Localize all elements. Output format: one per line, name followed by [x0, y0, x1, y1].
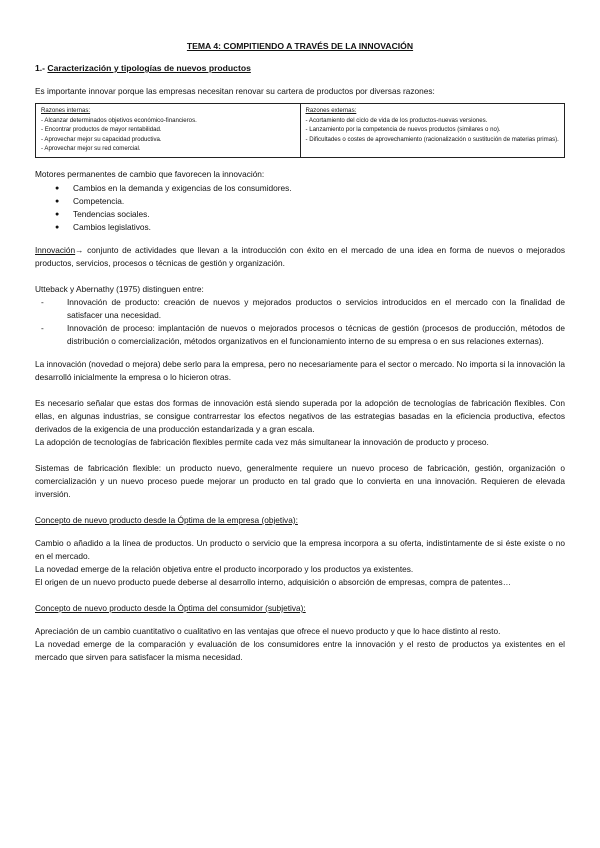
document-page — [35, 40, 565, 664]
company-concept-line: Cambio o añadido a la línea de productos. Un producto o servicio que la empresa incorpora a su oferta, indistintamente de si éste existe o no en el mercado. — [35, 537, 565, 561]
innovation-definition — [35, 244, 565, 270]
list-item: ● Competencia. — [73, 195, 565, 208]
internal-reason-item: - Alcanzar determinados objetivos económico-financieros. — [41, 116, 197, 124]
utterback-intro: Utteback y Abernathy (1975) distinguen entre: — [35, 283, 204, 294]
innovation-definition-text: conjunto de actividades que llevan a la introducción con éxito en el mercado de una idea en forma de nuevos o mejorados productos, servicios, procesos o técnicas de gestión y organización. — [35, 244, 565, 268]
consumer-concept-heading: Concepto de nuevo producto desde la Óptima del consumidor (subjetiva): — [35, 602, 306, 613]
internal-reason-item: - Aprovechar mejor su capacidad productiva. — [41, 135, 162, 143]
innovation-term: Innovación — [35, 244, 76, 255]
innovation-types-list — [35, 296, 565, 348]
section-number: 1.- — [35, 63, 46, 73]
external-reason-item: - Dificultades o costes de aprovechamiento (racionalización o sustitución de materias primas). — [305, 135, 559, 143]
list-item: ● Cambios legislativos. — [73, 221, 565, 234]
list-item: ● Tendencias sociales. — [73, 208, 565, 221]
motors-intro: Motores permanentes de cambio que favorecen la innovación: — [35, 168, 265, 179]
motors-list — [35, 182, 565, 234]
company-concept-line: La novedad emerge de la relación objetiva entre el producto incorporado y los productos ya existentes. — [35, 563, 414, 574]
internal-reasons-cell — [36, 104, 301, 158]
list-item: - Innovación de proceso: implantación de nuevos o mejorados procesos o técnicas de gestión (procesos de producción, métodos de distribución o comercialización, métodos organizativos en el funcionamiento interno de su empresa o en sus relaciones externas). — [67, 322, 565, 348]
section-heading — [35, 62, 565, 75]
external-reason-item: - Acortamiento del ciclo de vida de los productos-nuevas versiones. — [305, 116, 488, 124]
document-title: TEMA 4: COMPITIENDO A TRAVÉS DE LA INNOVACIÓN — [186, 41, 414, 51]
list-item: - Innovación de producto: creación de nuevos y mejorados productos o servicios introducidos en el mercado con la finalidad de satisfacer una necesidad. — [67, 296, 565, 322]
reasons-table — [35, 103, 565, 158]
company-concept-heading: Concepto de nuevo producto desde la Óptima de la empresa (objetiva): — [35, 514, 298, 525]
list-item: ● Cambios en la demanda y exigencias de los consumidores. — [73, 182, 565, 195]
external-reasons-heading: Razones externas: — [305, 107, 357, 114]
internal-reasons-heading: Razones internas: — [41, 107, 91, 114]
section-intro: Es importante innovar porque las empresas necesitan renovar su cartera de productos por diversas razones: — [35, 86, 435, 96]
novelty-paragraph: La innovación (novedad o mejora) debe serlo para la empresa, pero no necesariamente para el sector o mercado. No importa si la innovación la desarrolló inicialmente la empresa o lo hicieron otras. — [35, 358, 565, 382]
internal-reason-item: - Aprovechar mejor su red comercial. — [41, 145, 141, 153]
flexible-systems-paragraph: Sistemas de fabricación flexible: un producto nuevo, generalmente requiere un nuevo proceso de fabricación, gestión, organización o comercialización y un nuevo proceso puede mejorar un producto en tal grado que lo convierta en una innovación. Requieren de elevada inversión. — [35, 462, 565, 499]
external-reasons-cell — [300, 104, 565, 158]
consumer-concept-line: Apreciación de un cambio cuantitativo o cualitativo en las ventajas que ofrece el nuevo producto y que lo hace distinto al resto. — [35, 625, 501, 636]
arrow-glyph: → — [75, 244, 84, 255]
section-title: Caracterización y tipologías de nuevos productos — [47, 63, 251, 73]
flexible-tech-paragraph-2: La adopción de tecnologías de fabricación flexibles permite cada vez más simultanear la innovación de producto y proceso. — [35, 436, 489, 447]
flexible-tech-paragraph: Es necesario señalar que estas dos formas de innovación está siendo superada por la adopción de tecnologías de fabricación flexibles. Con ellas, en algunas industrias, se consigue contrarrestar los efectos negativos de las estrategias basadas en la eficiencia productiva, efectos derivados de la exigencia de una producción estandarizada y a gran escala. — [35, 397, 565, 434]
internal-reason-item: - Encontrar productos de mayor rentabilidad. — [41, 126, 162, 134]
consumer-concept-line: La novedad emerge de la comparación y evaluación de los consumidores entre la innovación y el resto de productos ya existentes en el mercado que sirven para satisfacer la misma necesidad. — [35, 638, 565, 662]
company-concept-line: El origen de un nuevo producto puede deberse al desarrollo interno, adquisición o absorción de empresas, compra de patentes… — [35, 576, 511, 587]
external-reason-item: - Lanzamiento por la competencia de nuevos productos (similares o no). — [305, 126, 501, 134]
